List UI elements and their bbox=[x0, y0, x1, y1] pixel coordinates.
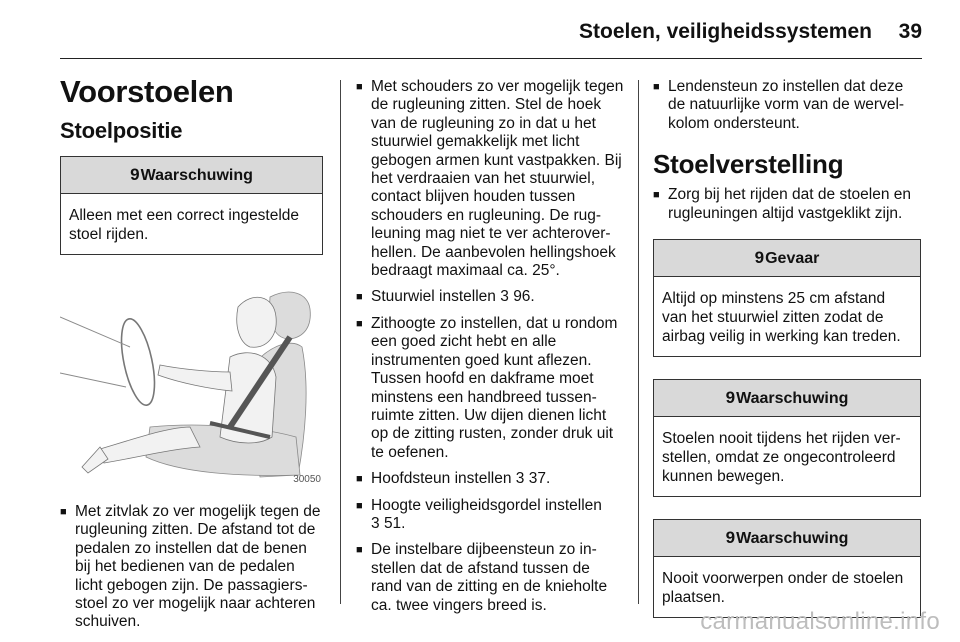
list-item: ■ Met schouders zo ver mogelijk tegen de rugleuning zitten. Stel de hoek van de rugleuning zo in dat u het stuurwiel gemakkelijk met licht gebogen armen kunt vastpakken. Bij het verdraaien van het stuurwiel, contact blijven houden tussen schouders en rugleuning. De rugleuning mag niet te ver achteroverhellen. De aanbevolen hellingshoek bedraagt maximaal ca. 25°. bbox=[356, 78, 624, 280]
page-ref-icon: 3 bbox=[515, 470, 525, 488]
warning-box-text: Nooit voorwerpen onder de stoelen plaatsen. bbox=[662, 570, 904, 607]
list-item: ■ De instelbare dijbeensteun zo instellen dat de afstand tussen de rand van de zitting en de knieholte ca. twee vingers breed is. bbox=[356, 541, 624, 615]
list-item-text: Stuurwiel instellen bbox=[371, 288, 496, 306]
page-ref-icon: 3 bbox=[500, 288, 509, 306]
warning-box-title: Waarschuwing bbox=[140, 167, 253, 184]
warning-box-header bbox=[654, 380, 920, 417]
page-number: 39 bbox=[898, 20, 922, 43]
warning-box bbox=[60, 156, 323, 255]
warning-box-title: Waarschuwing bbox=[736, 390, 849, 408]
list-item: ■ Zorg bij het rijden dat de stoelen en rugleuningen altijd vastgeklikt zijn. bbox=[653, 186, 921, 223]
warning-box-text: Alleen met een correct ingestelde stoel rijden. bbox=[69, 207, 300, 243]
page-reference[interactable]: 96. bbox=[513, 288, 535, 306]
watermark: carmanualsonline.info bbox=[700, 608, 940, 635]
list-item-text: Hoofdsteun instellen bbox=[371, 470, 512, 488]
column-divider bbox=[340, 80, 341, 604]
figure-number: 30050 bbox=[293, 474, 321, 485]
warning-box bbox=[653, 379, 921, 497]
danger-box-header bbox=[654, 240, 920, 277]
list-item-text: Hoogte veiligheidsgordel instellen bbox=[371, 496, 602, 514]
page-reference[interactable]: 51. bbox=[383, 514, 406, 532]
instruction-list bbox=[60, 503, 323, 632]
danger-box bbox=[653, 239, 921, 357]
list-item: ■ Zithoogte zo instellen, dat u rondom een goed zicht hebt en alle instrumenten goed kunt aflezen. Tussen hoofd en dakframe moet minstens een handbreed tussenruimte zitten. Uw dijen dienen licht op de zitting rusten, zonder druk uit te oefenen. bbox=[356, 315, 624, 462]
warning-box-text: Stoelen nooit tijdens het rijden verstellen, omdat ze ongecontroleerd kunnen bewegen. bbox=[662, 430, 901, 486]
danger-box-title: Gevaar bbox=[765, 250, 820, 268]
warning-box bbox=[653, 519, 921, 618]
instruction-list bbox=[653, 186, 921, 223]
page-header bbox=[0, 0, 960, 58]
section-heading: Stoelverstelling bbox=[653, 149, 844, 180]
driver-seat-drawing bbox=[60, 277, 323, 487]
page-ref-icon: 3 bbox=[371, 514, 380, 532]
page-reference[interactable]: 37. bbox=[528, 470, 551, 488]
danger-box-text: Altijd op minstens 25 cm afstand van het stuurwiel zitten zodat de airbag veilig in werking kan treden. bbox=[662, 290, 901, 346]
warning-box-header bbox=[654, 520, 920, 557]
list-item: ■ Met zitvlak zo ver mogelijk tegen de rugleuning zitten. De afstand tot de pedalen zo instellen dat de benen bij het bedienen van de pedalen licht gebogen zijn. De passagiersstoel zo ver mogelijk naar achteren schuiven. bbox=[60, 503, 323, 632]
column-2 bbox=[356, 78, 624, 623]
list-item bbox=[356, 470, 624, 488]
list-item bbox=[356, 497, 624, 534]
instruction-list bbox=[653, 78, 921, 133]
warning-box-title: Waarschuwing bbox=[736, 530, 849, 548]
section-title: Stoelen, veiligheidssystemen bbox=[579, 20, 872, 43]
chapter-heading: Voorstoelen bbox=[60, 74, 234, 109]
list-item bbox=[356, 288, 624, 306]
column-divider bbox=[638, 80, 639, 604]
list-item: ■ Lendensteun zo instellen dat deze de natuurlijke vorm van de wervelkolom ondersteunt. bbox=[653, 78, 921, 133]
instruction-list bbox=[356, 78, 624, 615]
warning-icon: 9 bbox=[725, 388, 736, 408]
section-heading: Stoelpositie bbox=[60, 118, 183, 143]
column-3 bbox=[653, 78, 921, 640]
header-rule bbox=[60, 58, 922, 59]
warning-icon: 9 bbox=[130, 165, 140, 184]
warning-box-header bbox=[61, 157, 322, 194]
column-1 bbox=[60, 74, 323, 640]
warning-icon: 9 bbox=[754, 248, 765, 268]
seat-position-illustration bbox=[60, 277, 323, 487]
warning-icon: 9 bbox=[725, 528, 736, 548]
